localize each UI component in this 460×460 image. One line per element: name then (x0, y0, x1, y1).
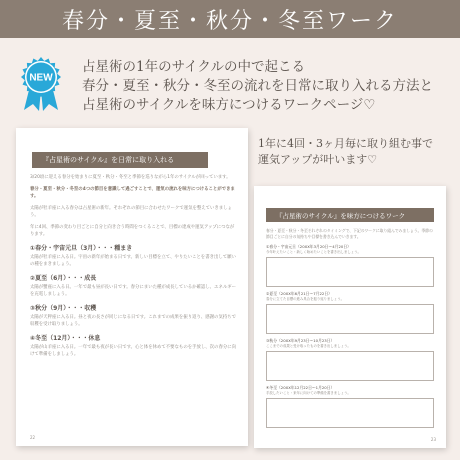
left-paragraph: 3/20頃に迎える春分を始まりに夏至・秋分・冬至と季節を巡りながら1年のサイクルが回っています。 (30, 175, 231, 180)
intro-line: 占星術の1年のサイクルの中で起こる (82, 59, 305, 75)
side-note-line: 運気アップが叶います♡ (258, 153, 378, 166)
work-hint: 今年叶えたいこと・新しく始めたいことを書き出しましょう。 (266, 250, 361, 254)
right-intro-text: 春分・夏至・秋分・冬至それぞれのタイミングで、下記のワークに取り組んでみましょう。季節の節目ごとに自分の気持ちや目標を書き込んでいきます。 (266, 228, 433, 239)
left-page-number: 22 (30, 435, 36, 440)
work-title: ②夏至（20XX年6月21日〜7月22日） (266, 291, 332, 296)
right-page-number: 23 (430, 437, 436, 442)
title-bar (0, 0, 460, 38)
right-page-preview (254, 186, 446, 448)
right-page-body (266, 228, 434, 430)
new-badge (20, 56, 62, 112)
page-title: 春分・夏至・秋分・冬至ワーク (61, 8, 398, 34)
work-writing-box (266, 398, 434, 428)
left-section-title: ①春分・宇宙元旦（3月）・・・種まき (30, 245, 133, 252)
work-title: ③秋分（20XX年9月23日〜10月23日） (266, 338, 335, 343)
side-note-line: 1年に4回・3ヶ月毎に取り組む事で (258, 137, 433, 150)
left-page-body (30, 174, 236, 363)
work-hint: 春分に立てた目標の進み具合を振り返りましょう。 (266, 297, 344, 301)
work-title: ④冬至（20XX年12月22日〜1月20日） (266, 385, 335, 390)
left-paragraph-highlight: 春分・夏至・秋分・冬至の4つの節目を意識して過ごすことで、運気の流れを味方につけることができます。 (30, 187, 235, 199)
left-section-text: 太陽が山羊座に入る日。一年で最も夜が長い日です。心と体を休めて不要なものを手放し、次の春分に向けて準備をしましょう。 (30, 345, 237, 357)
work-writing-box (266, 351, 434, 381)
left-section-text: 太陽が蟹座に入る日。一年で最も昼が長い日です。春分にまいた種が成長しているか確認し、エネルギーを充電しましょう。 (30, 285, 237, 297)
new-badge-label: NEW (29, 72, 53, 84)
intro-line: 占星術のサイクルを味方につけるワークページ♡ (82, 97, 376, 113)
left-section-title: ④冬至（12月）・・・休息 (30, 335, 101, 342)
work-writing-box (266, 304, 434, 334)
work-hint: ここまでの成果と受け取ったものを書き出しましょう。 (266, 344, 351, 348)
left-section-title: ②夏至（6月）・・・成長 (30, 275, 97, 282)
work-hint: 手放したいこと・来年に向けての準備を書きましょう。 (266, 391, 351, 395)
left-paragraph: 太陽が牡羊座に入る春分は占星術の新年。それぞれの節目に合わせたワークで運気を整えていきましょう。 (30, 206, 232, 218)
work-writing-box (266, 257, 434, 287)
intro-line: 春分・夏至・秋分・冬至の流れを日常に取り入れる方法と (82, 78, 433, 94)
left-paragraph: 年に4回、季節の変わり目ごとに自分と向き合う時間をつくることで、目標の達成や運気アップにつながります。 (30, 225, 235, 237)
new-ribbon-badge-icon (20, 56, 62, 112)
side-note (258, 136, 458, 168)
intro-text (82, 58, 454, 115)
left-section-text: 太陽が天秤座に入る日。昼と夜の長さが同じになる日です。これまでの成果を振り返り、感謝の気持ちで収穫を受け取りましょう。 (30, 315, 236, 327)
left-section-title: ③秋分（9月）・・・収穫 (30, 305, 97, 312)
left-page-heading: 『占星術のサイクル』を日常に取り入れる (32, 152, 208, 168)
left-page-preview (16, 128, 248, 446)
left-section-text: 太陽が牡羊座に入る日。宇宙の新年が始まる日です。新しい目標を立て、やりたいことを書き出して願いの種をまきましょう。 (30, 255, 236, 267)
work-title: ①春分・宇宙元旦（20XX年3月20日〜4月20日） (266, 244, 351, 249)
right-page-heading: 『占星術のサイクル』を味方につけるワーク (266, 208, 434, 222)
